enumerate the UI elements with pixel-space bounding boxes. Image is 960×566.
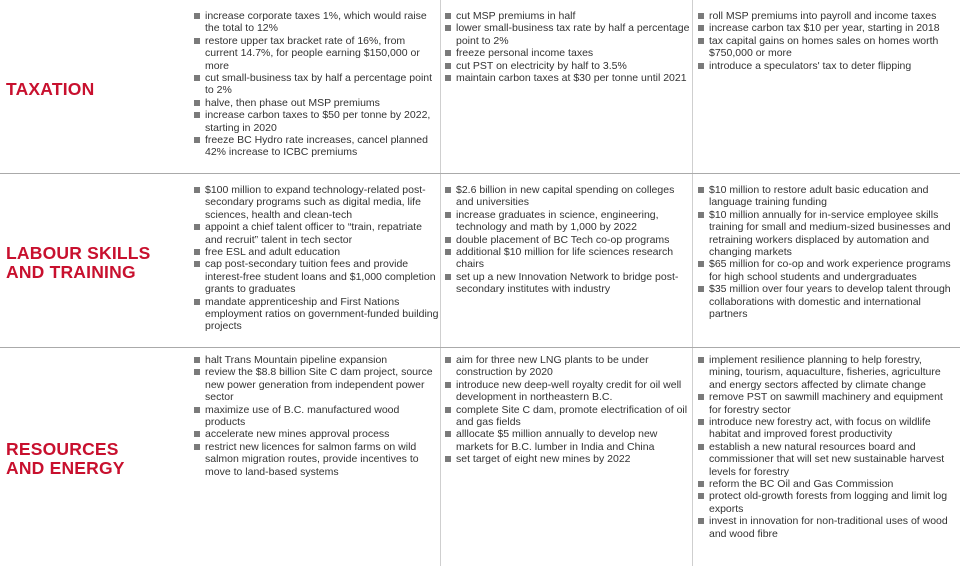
list-item-text: $100 million to expand technology-related post-secondary programs such as digital media, life sciences, health and clean-tech — [205, 184, 426, 221]
list-item — [194, 404, 440, 429]
list-item-text: roll MSP premiums into payroll and income taxes — [709, 10, 937, 22]
square-bullet-icon — [698, 481, 704, 487]
list-item-text: set target of eight new mines by 2022 — [456, 453, 631, 466]
list-item-text: increase carbon taxes to $50 per tonne by 2022, starting in 2020 — [205, 109, 431, 134]
list-item-text: appoint a chief talent officer to “train, repatriate and recruit” talent in tech sector — [205, 221, 422, 246]
list-item — [445, 209, 693, 234]
row-title: LABOUR SKILLS AND TRAINING — [6, 243, 151, 282]
square-bullet-icon — [445, 187, 451, 193]
list-item — [445, 246, 693, 271]
list-item-text: reform the BC Oil and Gas Commission — [709, 478, 894, 491]
square-bullet-icon — [194, 357, 200, 363]
list-item — [698, 283, 952, 320]
column-2 — [445, 354, 697, 564]
square-bullet-icon — [194, 224, 200, 230]
square-bullet-icon — [194, 261, 200, 267]
square-bullet-icon — [445, 75, 451, 81]
row-taxation — [0, 0, 960, 174]
list-item — [445, 271, 693, 296]
list-item — [194, 221, 440, 246]
square-bullet-icon — [445, 13, 451, 19]
list-item — [194, 354, 440, 366]
list-item — [698, 490, 952, 515]
list-item-text: review the $8.8 billion Site C dam project, source new power generation from independent power sector — [205, 366, 433, 404]
list-item-text: set up a new Innovation Network to bridge post-secondary institutes with industry — [456, 270, 679, 296]
square-bullet-icon — [194, 13, 200, 19]
list-item — [194, 10, 440, 35]
list-item — [194, 97, 440, 109]
list-item-text: tax capital gains on homes sales on homes worth $750,000 or more — [709, 34, 939, 60]
column-3 — [698, 10, 956, 171]
list-item — [194, 246, 440, 258]
list-item — [698, 416, 952, 441]
list-item-text: halve, then phase out MSP premiums — [205, 96, 380, 109]
list-item — [445, 10, 693, 22]
list-item-text: alllocate $5 million annually to develop new markets for B.C. lumber in India and China — [456, 428, 658, 453]
list-item — [698, 441, 952, 478]
square-bullet-icon — [698, 25, 704, 31]
list-item — [698, 354, 952, 391]
list-item-text: $10 million to restore adult basic education and language training funding — [709, 184, 929, 209]
square-bullet-icon — [194, 369, 200, 375]
square-bullet-icon — [194, 431, 200, 437]
square-bullet-icon — [194, 112, 200, 118]
list-item — [194, 296, 440, 333]
list-item-text: additional $10 million for life sciences research chairs — [456, 246, 674, 271]
square-bullet-icon — [445, 431, 451, 437]
list-item-text: introduce new deep-well royalty credit for oil well development in northeastern B.C. — [456, 378, 682, 404]
square-bullet-icon — [698, 187, 704, 193]
square-bullet-icon — [445, 63, 451, 69]
column-1 — [194, 354, 444, 564]
list-item-text: restrict new licences for salmon farms on wild salmon migration routes, provide incentives to move to land-based systems — [205, 440, 419, 478]
column-2 — [445, 10, 697, 171]
list-item — [445, 354, 693, 379]
list-item — [698, 209, 952, 259]
square-bullet-icon — [445, 382, 451, 388]
list-item — [445, 47, 693, 59]
square-bullet-icon — [194, 38, 200, 44]
square-bullet-icon — [698, 493, 704, 499]
square-bullet-icon — [445, 249, 451, 255]
list-item-text: maintain carbon taxes at $30 per tonne until 2021 — [456, 72, 687, 85]
square-bullet-icon — [445, 237, 451, 243]
list-item — [698, 184, 952, 209]
list-item-text: cut PST on electricity by half to 3.5% — [456, 59, 627, 72]
list-item-text: protect old-growth forests from logging and limit log exports — [709, 490, 948, 515]
list-item — [194, 258, 440, 295]
list-item — [445, 453, 693, 465]
list-item — [698, 478, 952, 490]
square-bullet-icon — [698, 394, 704, 400]
square-bullet-icon — [194, 75, 200, 81]
list-item — [698, 258, 952, 283]
row-title: RESOURCES AND ENERGY — [6, 439, 125, 478]
column-3 — [698, 354, 956, 564]
square-bullet-icon — [698, 286, 704, 292]
list-item-text: cut small-business tax by half a percentage point to 2% — [205, 72, 433, 97]
list-item-text: introduce a speculators' tax to deter flipping — [709, 59, 912, 72]
list-item — [445, 60, 693, 72]
list-item-text: increase corporate taxes 1%, which would raise the total to 12% — [205, 10, 427, 35]
square-bullet-icon — [698, 444, 704, 450]
list-item — [698, 10, 952, 22]
square-bullet-icon — [194, 137, 200, 143]
list-item — [445, 234, 693, 246]
list-item — [698, 22, 952, 34]
square-bullet-icon — [194, 187, 200, 193]
list-item-text: maximize use of B.C. manufactured wood products — [205, 403, 400, 429]
list-item — [698, 515, 952, 540]
list-item — [445, 72, 693, 84]
list-item — [194, 35, 440, 72]
list-item-text: cap post-secondary tuition fees and provide interest-free student loans and $1,000 completion grants to graduates — [205, 258, 436, 296]
list-item-text: increase carbon tax $10 per year, starting in 2018 — [709, 22, 940, 35]
list-item — [445, 184, 693, 209]
square-bullet-icon — [445, 25, 451, 31]
square-bullet-icon — [445, 212, 451, 218]
list-item-text: freeze BC Hydro rate increases, cancel planned 42% increase to ICBC premiums — [205, 134, 428, 159]
square-bullet-icon — [698, 518, 704, 524]
list-item-text: invest in innovation for non-traditional uses of wood and wood fibre — [709, 515, 948, 540]
square-bullet-icon — [194, 299, 200, 305]
list-item-text: increase graduates in science, engineering, technology and math by 1,000 by 2022 — [456, 208, 659, 234]
list-item-text: $35 million over four years to develop talent through collaborations with domestic and international partners — [709, 283, 951, 321]
list-item-text: cut MSP premiums in half — [456, 10, 576, 22]
list-item — [194, 134, 440, 159]
list-item-text: $2.6 billion in new capital spending on colleges and universities — [456, 184, 675, 209]
square-bullet-icon — [698, 357, 704, 363]
list-item — [194, 428, 440, 440]
list-item-text: restore upper tax bracket rate of 16%, from current 14.7%, for people earning $150,000 or more — [205, 34, 420, 72]
list-item — [194, 441, 440, 478]
list-item — [445, 22, 693, 47]
square-bullet-icon — [194, 407, 200, 413]
list-item — [194, 184, 440, 221]
row-labour-skills-and-training — [0, 174, 960, 348]
list-item-text: mandate apprenticeship and First Nations employment ratios on government-funded building projects — [205, 295, 439, 333]
list-item-text: complete Site C dam, promote electrification of oil and gas fields — [456, 403, 688, 429]
list-item-text: halt Trans Mountain pipeline expansion — [205, 354, 388, 366]
list-item-text: $65 million for co-op and work experience programs for high school students and undergraduates — [709, 258, 951, 283]
square-bullet-icon — [445, 407, 451, 413]
square-bullet-icon — [698, 212, 704, 218]
list-item-text: $10 million annually for in-service employee skills training for small and medium-sized businesses and retraining workers displaced by automation and changing markets — [709, 208, 951, 259]
square-bullet-icon — [194, 444, 200, 450]
list-item — [698, 35, 952, 60]
list-item-text: establish a new natural resources board and commissioner that will set new sustainable harvest levels for forestry — [709, 440, 945, 478]
list-item — [698, 60, 952, 72]
list-item-text: implement resilience planning to help forestry, mining, tourism, aquaculture, fisheries, agriculture and energy sectors affected by climate change — [709, 354, 941, 391]
list-item-text: aim for three new LNG plants to be under construction by 2020 — [456, 354, 649, 379]
row-resources-and-energy — [0, 348, 960, 566]
list-item — [194, 72, 440, 97]
list-item — [194, 366, 440, 403]
list-item-text: lower small-business tax rate by half a percentage point to 2% — [456, 22, 690, 47]
list-item-text: double placement of BC Tech co-op programs — [456, 233, 670, 246]
column-2 — [445, 184, 697, 345]
square-bullet-icon — [698, 261, 704, 267]
square-bullet-icon — [194, 100, 200, 106]
list-item — [445, 379, 693, 404]
column-3 — [698, 184, 956, 345]
list-item — [445, 404, 693, 429]
square-bullet-icon — [445, 456, 451, 462]
square-bullet-icon — [445, 357, 451, 363]
square-bullet-icon — [445, 50, 451, 56]
list-item — [194, 109, 440, 134]
list-item — [445, 428, 693, 453]
square-bullet-icon — [698, 13, 704, 19]
square-bullet-icon — [698, 38, 704, 44]
list-item-text: remove PST on sawmill machinery and equipment for forestry sector — [709, 391, 943, 416]
column-1 — [194, 184, 444, 345]
row-title: TAXATION — [6, 79, 95, 99]
list-item-text: free ESL and adult education — [205, 246, 341, 259]
list-item-text: accelerate new mines approval process — [205, 428, 390, 441]
list-item — [698, 391, 952, 416]
square-bullet-icon — [445, 274, 451, 280]
column-1 — [194, 10, 444, 171]
list-item-text: introduce new forestry act, with focus on wildlife habitat and improved forest productivity — [709, 416, 931, 441]
list-item-text: freeze personal income taxes — [456, 47, 594, 60]
square-bullet-icon — [698, 63, 704, 69]
square-bullet-icon — [698, 419, 704, 425]
square-bullet-icon — [194, 249, 200, 255]
